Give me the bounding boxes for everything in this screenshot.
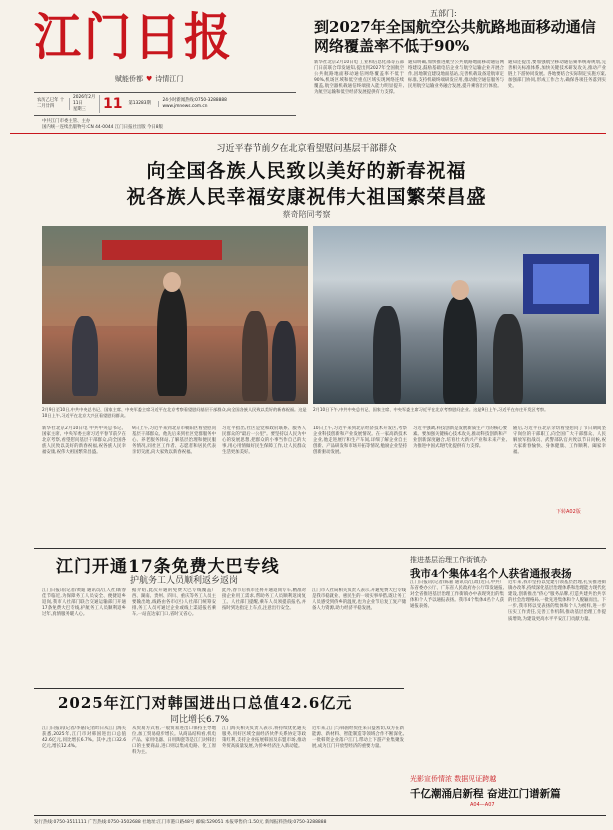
issue-number: 11	[103, 96, 123, 112]
page-count: 第13283期	[125, 101, 159, 107]
lead-photo-left	[42, 226, 308, 404]
lead-caption-right: 2月10日下午,中共中央总书记、国家主席、中央军委主席习近平在北京考察慰问企业。这是9日上午,习近平在亦庄开发区考察。	[313, 407, 549, 412]
top-story-body-2: 通知明确,加快推进航空公共航路地面移动通信网络建设,鼓励基础电信企业与航空运输企业开展合作,因地制宜建设地面基站,完善机载设备适航审定标准,支持机载终端研发应用,推动航空通信服务与民用航空运输业务融合发展,提升乘客出行体验。	[408, 60, 504, 90]
top-story-headline: 到2027年全国航空公共航路地面移动通信网络覆盖率不低于90%	[314, 18, 596, 55]
lead-body-1: 新华社北京2月10日电 中共中央总书记、国家主席、中央军委主席习近平春节前夕在北京考察,看望慰问基层干部群众,向全国各族人民致以美好的新春祝福,祝各族人民幸福安康,祝伟大祖国繁荣昌盛。	[42, 426, 126, 456]
lead-headline-1: 向全国各族人民致以美好的新春祝福	[146, 160, 467, 182]
footer: 发行热线:0750-3511111 广告热线:0750-3502688 社地址:江门市港口路48号 邮编:529051 本报零售价:1.50元 新闻报料热线:0750-3288888	[34, 815, 606, 825]
right-story-headline: 我市4个集体4名个人获省通报表扬	[410, 568, 572, 580]
right-story-body-2: 近年来,我市坚持以党建引领基层治理,扎实推进街镇办改革,持续深化基层治理体系和治理能力现代化建设,创新推出"侨心"服务品牌,打造共建共治共享的社会治理格局,一批先进集体和个人脱颖而出。下一步,我市将以受表扬的集体和个人为榜样,进一步压实工作责任,完善工作机制,推动基层治理工作提质增效,为建设更高水平平安江门贡献力量。	[508, 580, 606, 622]
right-story-body-1: 江门日报讯(记者/陈嘉 通讯员/江政)近日,中共广东省委办公厅、广东省人民政府办公厅印发通报,对全省推进基层治理工作街镇办中表现突出的集体和个人予以通报表扬。我市4个集体4名个人获通报表扬。	[410, 580, 504, 610]
masthead-title: 江门日报	[34, 8, 234, 68]
bus-body-3: 此外,春节后我市还将开通返岗专车,精准对接企业用工需求,帮助务工人员顺利返岗复工。人社部门提醒,乘车人员须提前报名,并按时到达指定上车点,注意出行安全。	[222, 588, 306, 612]
trade-headline: 2025年江门对韩国进出口总值42.6亿元	[58, 694, 353, 712]
trade-body-4: 近年来,江门与韩国经贸往来日益密切,双方在新能源、新材料、智能制造等领域合作不断深化,一批韩资企业落户江门,带动上下游产业集聚发展,成为江门开放型经济的重要力量。	[312, 726, 404, 750]
trade-body-3: 江门海关相关负责人表示,将持续优化通关服务,用好区域全面经济伙伴关系协定等政策红利,支持企业拓展韩国及东盟市场,推动外贸高质量发展,为侨乡经济注入新动能。	[222, 726, 306, 750]
masthead-slogan: 赋能侨都 ♥ 诗情江门	[115, 75, 184, 83]
lead-byline: 蔡奇陪同考察	[282, 210, 331, 219]
bus-subtitle: 护航务工人员顺利返乡返岗	[130, 576, 239, 586]
trade-body-2: 从贸易方式看,一般贸易进出口保持主导地位,加工贸易稳步增长。从商品结构看,机电产品、家用电器、日用陶瓷等是江门对韩出口的主要商品,进口则以集成电路、化工原料为主。	[132, 726, 216, 756]
hotline: 24小时新闻热线:0750-3288888 www.jmnews.com.cn	[162, 98, 227, 109]
bottom-right-page-ref[interactable]: A04—A07	[470, 802, 495, 808]
info-bar	[34, 92, 296, 116]
slogan-left: 赋能侨都	[115, 75, 143, 83]
more-link[interactable]: 下转A02版	[556, 509, 581, 515]
bus-body-1: 江门日报讯(记者/黄迪 通讯员/江人社)新春佳节临近,为保障务工人员安全、便捷返乡返岗,我市人社部门联合交通运输部门开通17条免费大巴专线,护航务工人员顺利返乡过年,真情服务暖人心。	[42, 588, 126, 618]
top-story-body-3: 通知还提出,要加强航空移动通信频率统筹规划,完善相关标准体系,加快关键技术研发攻关,推动产业链上下游协同发展。各地要结合实际制定实施方案,加强部门协同,形成工作合力,确保各项任务落到实处。	[508, 60, 606, 90]
slogan-right: 诗情江门	[155, 75, 184, 83]
trade-subtitle: 同比增长6.7%	[170, 715, 229, 725]
bus-headline: 江门开通17条免费大巴专线	[56, 557, 280, 577]
right-story-kicker: 推进基层治理工作街镇办	[410, 556, 487, 564]
lead-caption-left: 2月9日至10日,中共中央总书记、国家主席、中央军委主席习近平在北京考察看望慰问基层干部群众,向全国各族人民致以美好的新春祝福。这是10日上午,习近平在北京大兴区看望慰问群众。	[42, 407, 307, 418]
lead-photo-right	[313, 226, 606, 404]
section-divider-2	[34, 688, 404, 689]
bus-body-2: 据介绍,此次开通的免费大巴专线覆盖广西、湖南、贵州、四川、重庆等务工人员主要输出地,线路由各市(区)人社部门统筹安排,务工人员可通过企业或线上渠道报名乘车,一站直达家门口,省时又省心。	[132, 588, 216, 618]
bus-body-4: 江门市人社局相关负责人表示,开通免费大巴专线是我市稳就业、惠民生的一项实事举措,既让务工人员感受到侨乡的温度,也为企业节后复工复产储备人力资源,助力经济平稳发展。	[312, 588, 406, 612]
lead-body-6: 随后,习近平在北京亲切看望慰问了节日期间坚守岗位的干部职工,向全国广大干部群众、人民解放军指战员、武警部队官兵致以节日问候,祝大家新春愉快、身体健康、工作顺利、阖家幸福。	[513, 426, 606, 456]
lead-body-5: 习近平强调,科技创新是发展新质生产力的核心要素。要加强关键核心技术攻关,推动科技创新和产业创新深度融合,培育壮大新兴产业和未来产业,为推进中国式现代化提供有力支撑。	[413, 426, 507, 450]
publication-band: 中共江门市委主管、主办 国内统一连续出版物号:CN 44-0044 江门日报社出版 今日8版	[42, 119, 163, 130]
trade-body-1: 江门日报讯(记者/李嘉)记者昨日从江门海关获悉,2025年,江门市对韩国进出口总值42.6亿元,同比增长6.7%。其中,出口32.6亿元,增长12.4%。	[42, 726, 126, 750]
section-divider	[34, 548, 606, 549]
issue-date: 2026年2月11日 星期三	[70, 95, 100, 113]
lead-headline-2: 祝各族人民幸福安康祝伟大祖国繁荣昌盛	[126, 186, 487, 208]
lunar-date: 农历乙巳年 十二月廿四	[34, 98, 70, 110]
top-story-body-1: 新华社北京2月10日电 工业和信息化部等五部门日前联合印发通知,提出到2027年全国航空公共航路地面移动通信网络覆盖率不低于90%,机场区域和低空重点区域实现网络连续覆盖,航空器机载通信终端接入能力明显提升,为航空运输和低空经济发展提供有力支撑。	[314, 60, 404, 96]
lead-body-3: 习近平指出,社区是党和政府联系、服务人民群众的"最后一公里"。要坚持以人民为中心的发展思想,把群众的小事当作自己的大事,用心用情做好民生保障工作,让人民群众生活更加美好。	[222, 426, 306, 456]
bottom-right-headline: 千亿潮涌启新程 奋进江门谱新篇	[410, 788, 561, 800]
lead-body-2: 9日上午,习近平来到北京市朝阳区看望慰问基层干部群众。他先后来到社区党群服务中心、养老服务驿站,了解基层治理和便民服务情况,同社区工作者、志愿者和居民代表亲切交流,向大家致以新春祝福。	[132, 426, 216, 456]
lead-subtitle: 习近平春节前夕在北京看望慰问基层干部群众	[216, 144, 397, 154]
top-story-kicker: 五部门:	[430, 9, 457, 18]
lead-body-4: 10日上午,习近平来到北京经济技术开发区,考察企业科技创新和产业发展情况。在一家高新技术企业,他走进展厅和生产车间,详细了解企业自主创新、产品研发和市场开拓等情况,勉励企业坚持创新驱动发展。	[313, 426, 407, 456]
bottom-right-kicker: 光影宣侨情浓 数据见证跨越	[410, 775, 497, 783]
masthead-divider	[10, 133, 606, 134]
